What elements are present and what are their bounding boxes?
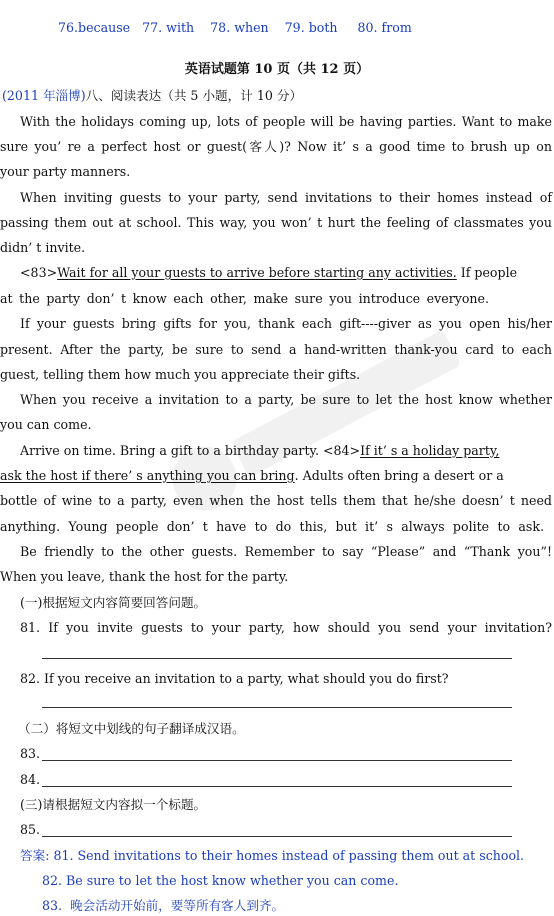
answer-81: 81. Send invitations to their homes instead of passing them out at school. xyxy=(49,848,525,863)
passage-line: Be friendly to the other guests. Remember to say “Please” and “Thank you”! xyxy=(20,544,552,559)
underlined-sentence-84-part1: If it’ s a holiday party, xyxy=(360,443,500,458)
answer-83: 83. 晚会活动开始前，要等所有客人到齐。 xyxy=(42,898,285,913)
answer-line-81 xyxy=(42,658,512,659)
passage-line: guest, telling them how much you appreciate their gifts. xyxy=(0,367,361,382)
part3-instruction: (三)请根据短文内容拟一个标题。 xyxy=(20,797,207,812)
passage-line: passing them out at school. This way, you won’ t hurt the feeling of classmates you xyxy=(0,215,552,230)
part1-instruction: (一)根据短文内容简要回答问题。 xyxy=(20,595,207,610)
question-83-label: 83. xyxy=(20,746,41,761)
previous-answers: 76.because 77. with 78. when 79. both 80. from xyxy=(58,20,412,35)
question-85-label: 85. xyxy=(20,822,41,837)
question-82: 82. If you receive an invitation to a party, what should you do first? xyxy=(20,671,449,686)
passage-line-84 xyxy=(20,443,554,459)
source-label: (2011 年淄博) xyxy=(2,88,86,103)
passage-line: When you receive a invitation to a party, be sure to let the host know whether xyxy=(20,392,552,407)
answer-line-82 xyxy=(42,707,512,708)
passage-line: your party manners. xyxy=(0,164,131,179)
passage-line: at the party don’ t know each other, make sure you introduce everyone. xyxy=(0,291,489,306)
passage-line: When inviting guests to your party, send invitations to their homes instead of xyxy=(20,190,552,205)
passage-line: you can come. xyxy=(0,417,92,432)
underlined-sentence-84-part2: ask the host if there’ s anything you can bring xyxy=(0,468,295,483)
passage-line-84b xyxy=(0,468,554,484)
passage-line: sure you’ re a perfect host or guest(客人)? Now it’ s a good time to brush up on xyxy=(0,139,552,154)
answer-key-81 xyxy=(20,848,552,864)
sentence-marker-83: <83> xyxy=(20,265,58,280)
answer-line-83 xyxy=(42,760,512,761)
section-heading xyxy=(2,88,554,104)
page-title: 英语试题第 10 页（共 12 页） xyxy=(184,62,370,77)
underlined-sentence-83: Wait for all your guests to arrive before starting any activities. xyxy=(57,265,457,280)
passage-line: bottle of wine to a party, even when the host tells them that he/she doesn’ t need xyxy=(0,493,552,508)
passage-line: present. After the party, be sure to send a hand-written thank-you card to each xyxy=(0,342,552,357)
question-84-label: 84. xyxy=(20,772,41,787)
passage-line: anything. Young people don’ t have to do this, but it’ s always polite to ask. xyxy=(0,519,544,534)
answer-line-85 xyxy=(42,836,512,837)
section-title: 八、阅读表达（共 5 小题，计 10 分） xyxy=(85,88,303,103)
part2-instruction: （二）将短文中划线的句子翻译成汉语。 xyxy=(18,721,245,736)
passage-text: Arrive on time. Bring a gift to a birthday party. <84> xyxy=(20,443,361,458)
passage-line: With the holidays coming up, lots of people will be having parties. Want to make xyxy=(20,114,552,129)
passage-line: If your guests bring gifts for you, thank each gift----giver as you open his/her xyxy=(20,316,552,331)
passage-text: . Adults often bring a desert or a xyxy=(294,468,504,483)
passage-line-83 xyxy=(20,265,552,281)
answer-82: 82. Be sure to let the host know whether you can come. xyxy=(42,873,399,888)
answer-key-label: 答案: xyxy=(20,848,50,863)
passage-line: When you leave, thank the host for the party. xyxy=(0,569,289,584)
passage-line: didn’ t invite. xyxy=(0,240,86,255)
passage-text: If people xyxy=(456,265,518,280)
question-81: 81. If you invite guests to your party, how should you send your invitation? xyxy=(20,620,552,635)
answer-line-84 xyxy=(42,786,512,787)
